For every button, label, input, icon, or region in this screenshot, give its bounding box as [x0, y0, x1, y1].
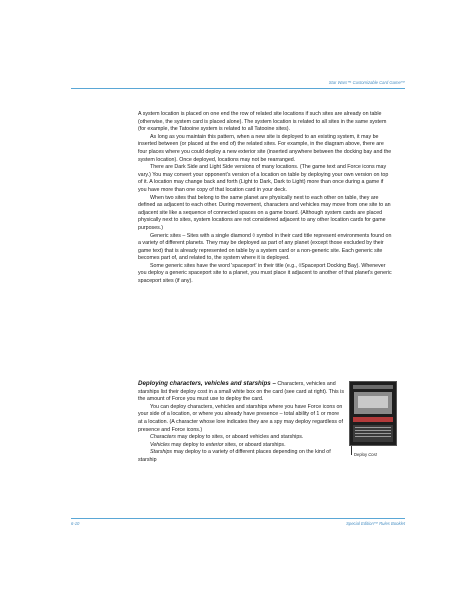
section-heading: Deploying characters, vehicles and starships – [138, 380, 276, 387]
paragraph: Some generic sites have the word 'spaceport' in their title (e.g., ◊Spaceport Docking Bay). Whenever you deploy a generic spaceport site to a planet, you must place it adjacent to another of that planet's generic spaceport sites (if any). [138, 262, 392, 285]
card-caption [354, 452, 377, 457]
running-header: Star Wars™ Customizable Card Game™ [328, 80, 405, 85]
term: Starships [150, 449, 173, 456]
deploy-intro-text: Characters, vehicles and starships list their deploy cost in a small white box on the card (see card at right). This is the amount of Force you must use to deploy the card. [138, 381, 344, 403]
rule-text: may deploy to a variety of different places depending on the kind of starship [138, 449, 331, 463]
term: exterior [205, 441, 224, 448]
rule-text: sites, or aboard starships. [223, 441, 286, 448]
paragraph: As long as you maintain this pattern, when a new site is deployed to an existing system, it may be inserted between (or placed at the end of) the related sites. For example, in the diagram above, there are four places where you could deploy a new exterior site (inserted anywhere between the docking bay and the system location). Once deployed, locations may not be rearranged. [138, 133, 392, 163]
header-rule [71, 88, 405, 89]
caption-label: Deploy [354, 452, 368, 457]
main-text [138, 111, 393, 286]
deploy-section [138, 380, 344, 465]
paragraph: A system location is placed on one end the row of related site locations if such sites are already on table (otherwise, the system card is placed alone). The system location is related to all sites in the same system (for example, the Tatooine system is related to all Tatooine sites). [138, 111, 387, 133]
rule-text: may deploy to [169, 441, 206, 448]
term: Vehicles [150, 441, 170, 448]
card-title-bar [353, 385, 393, 389]
deploy-rule-vehicles [138, 442, 344, 450]
paragraph: You can deploy characters, vehicles and starships where you have Force icons on your side of a location, or where you already have presence – total ability of 1 or more at a location. (A character whose lore indicates they are a spy may deploy regardless of presence and Force icons.) [138, 403, 343, 433]
caption-pointer [351, 446, 352, 455]
paragraph: When two sites that belong to the same planet are physically next to each other on table, they are defined as adjacent to each other. During movement, characters and vehicles may move from one site to an adjacent site like a sequence of connected spaces on a game board. (Although system cards are placed physically next to sites, system locations are not considered adjacent to any other location cards for game purposes.) [138, 194, 391, 231]
rule-text: may deploy to sites, or aboard vehicles and starships. [175, 434, 304, 441]
deploy-rule-starships [138, 449, 344, 464]
page-number: 6-10 [71, 521, 80, 526]
deploy-rule-characters [138, 434, 344, 442]
deploy-intro [138, 380, 344, 404]
caption-label-italic: Cost [367, 452, 377, 457]
card-art-figure [358, 396, 388, 408]
footer-rule [71, 518, 405, 519]
paragraph: Generic sites – Sites with a single diamond ◊ symbol in their card title represent environments found on a variety of different planets. They may be deployed as part of any planet (except those excluded by their game text) that is already represented on table by a system card or a non-generic site. Each generic site becomes part of, and related to, the system where it is deployed. [138, 232, 392, 262]
card-lore-box [353, 425, 393, 442]
example-card-image [349, 381, 397, 446]
running-footer: Special Edition™ Rules Booklet [346, 521, 405, 526]
paragraph: There are Dark Side and Light Side versions of many locations. (The game text and Force icons may vary.) You may convert your opponent's version of a location on table by deploying your own version on top of it. A location may change back and forth (Light to Dark, Dark to Light) more than once during a game if you have more than one copy of that location card in your deck. [138, 164, 389, 193]
term: Characters [150, 434, 176, 441]
card-deploy-band [353, 417, 393, 422]
